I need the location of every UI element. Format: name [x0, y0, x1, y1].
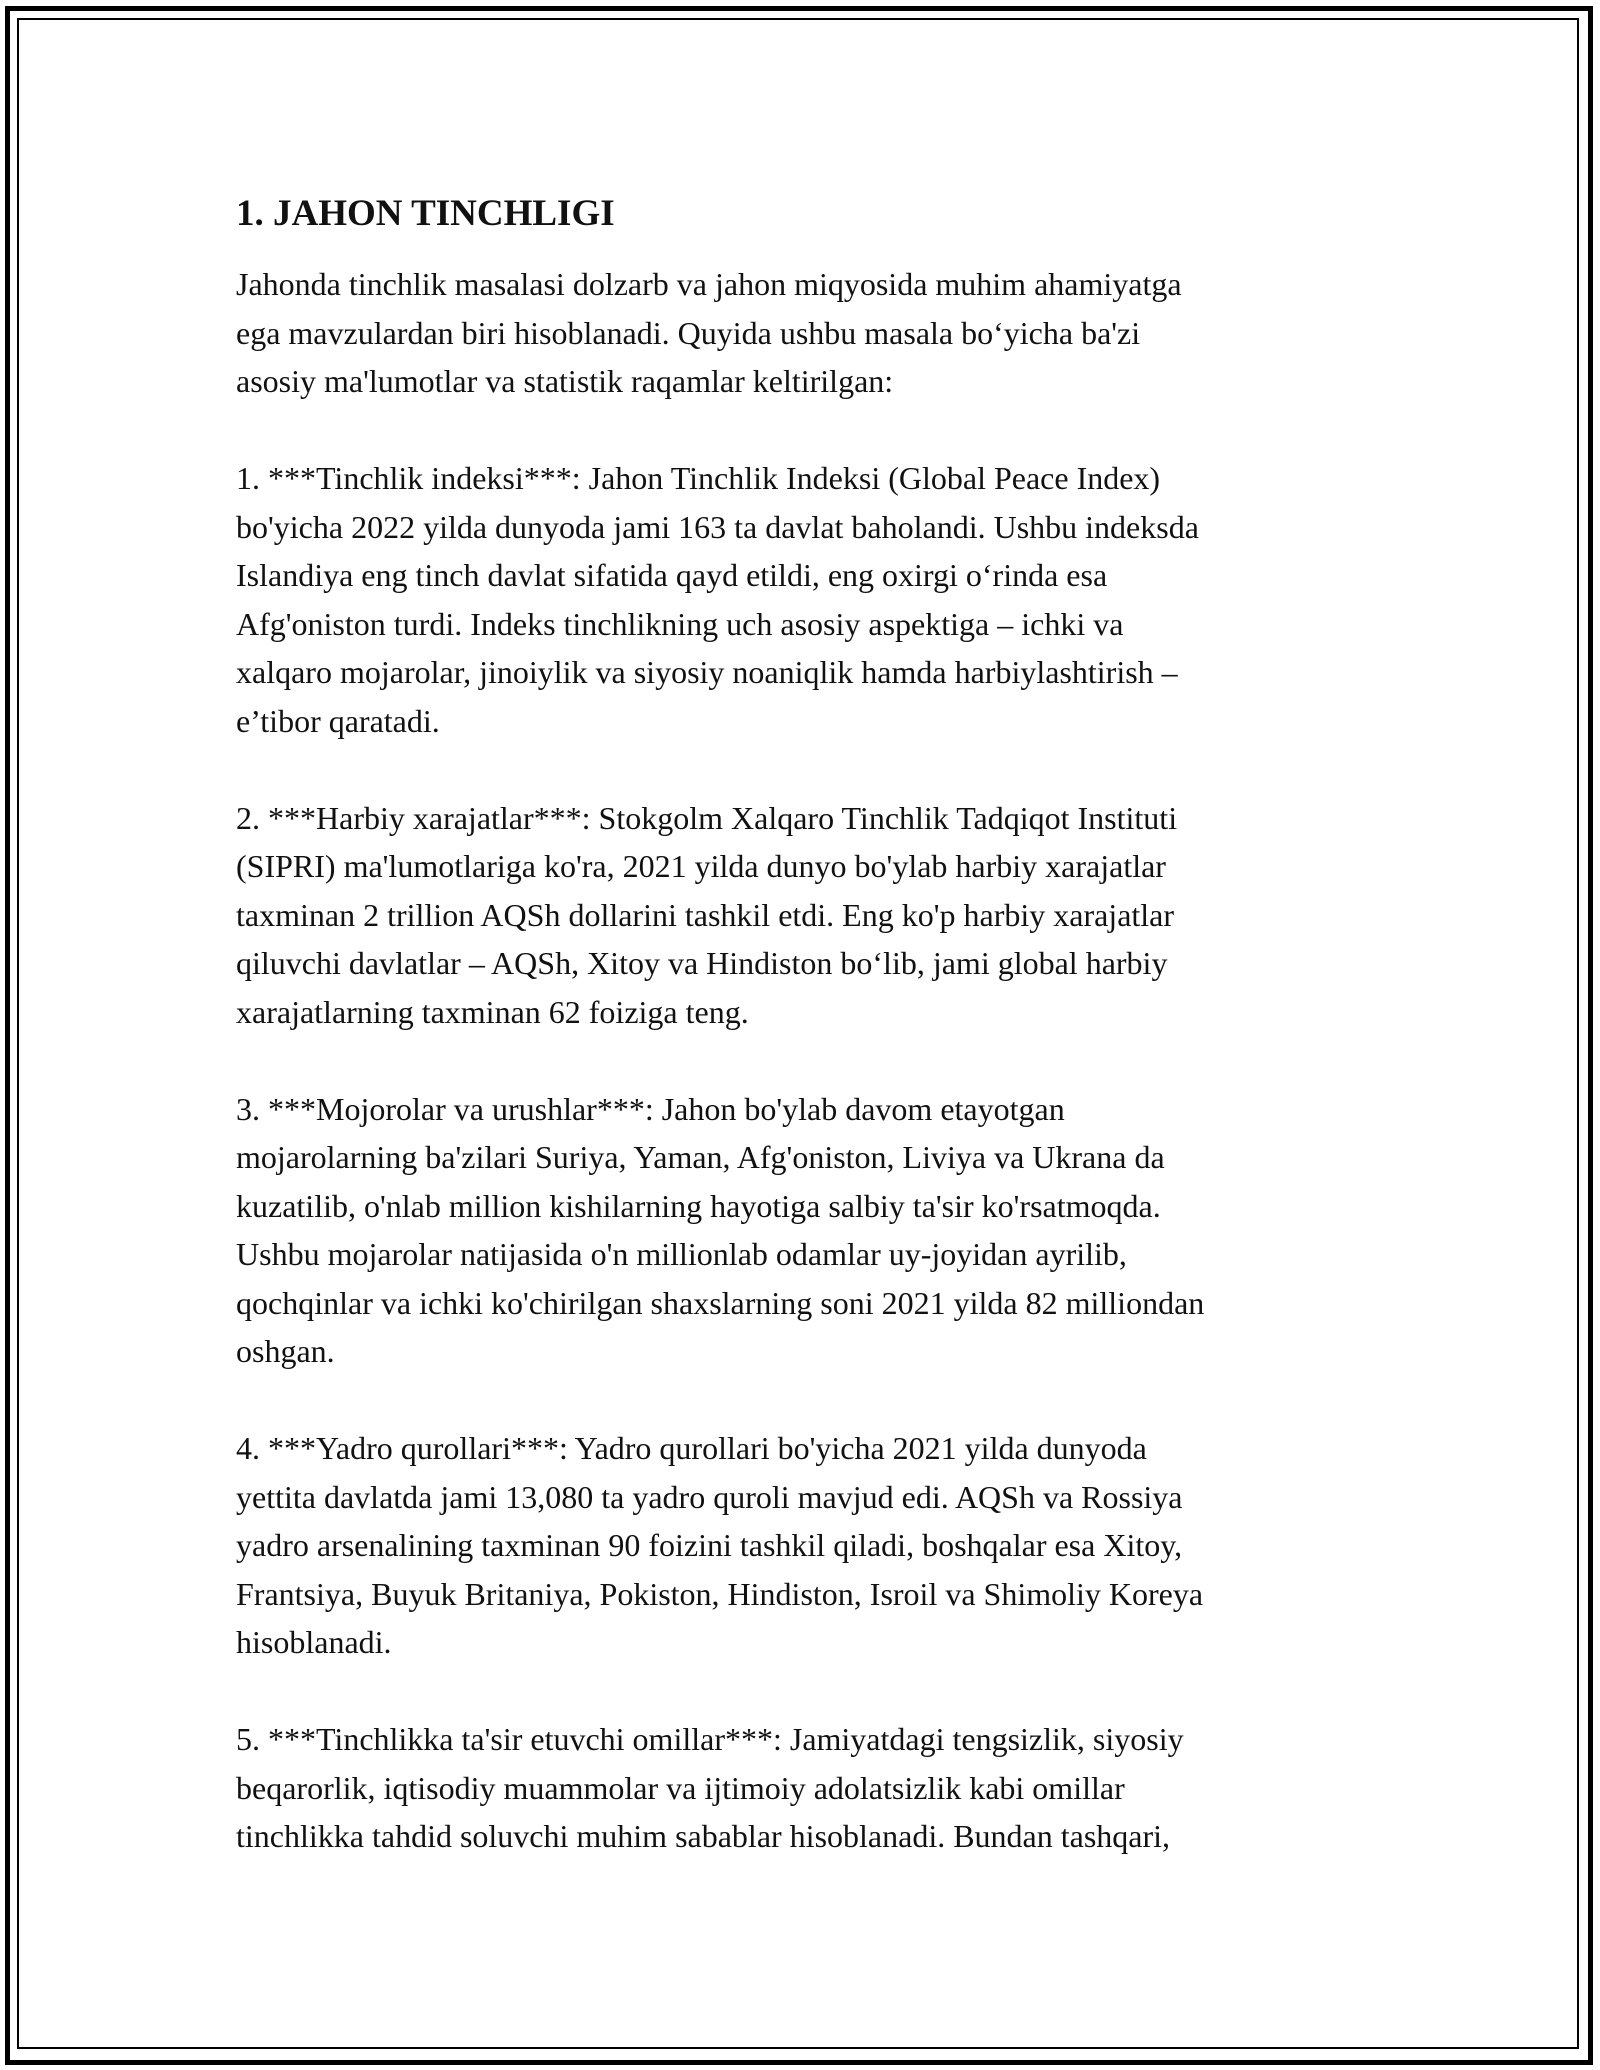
paragraph-line: hisoblanadi.	[236, 1624, 392, 1660]
paragraph-line: xarajatlarning taxminan 62 foiziga teng.	[236, 993, 749, 1030]
paragraph-line: Ushbu mojarolar natijasida o'n millionlab odamlar uy-joyidan ayrilib,	[236, 1236, 1127, 1272]
paragraph-line: oshgan.	[236, 1333, 335, 1369]
paragraph-line: 1. ***Tinchlik indeksi***: Jahon Tinchlik Indeksi (Global Peace Index)	[236, 460, 1161, 496]
paragraph-line: Frantsiya, Buyuk Britaniya, Pokiston, Hindiston, Isroil va Shimoliy Koreya	[236, 1575, 1204, 1612]
paragraph-line: qochqinlar va ichki ko'chirilgan shaxslarning soni 2021 yilda 82 milliondan	[236, 1284, 1205, 1321]
paragraph-line: 3. ***Mojorolar va urushlar***: Jahon bo'ylab davom etayotgan	[236, 1090, 1065, 1127]
paragraph-line: 2. ***Harbiy xarajatlar***: Stokgolm Xalqaro Tinchlik Tadqiqot Instituti	[236, 799, 1178, 836]
paragraph-line: 4. ***Yadro qurollari***: Yadro qurollari bo'yicha 2021 yilda dunyoda	[236, 1430, 1147, 1466]
paragraph-line: yadro arsenalining taxminan 90 foizini tashkil qiladi, boshqalar esa Xitoy,	[236, 1527, 1183, 1563]
paragraph-line: Islandiya eng tinch davlat sifatida qayd etildi, eng oxirgi o‘rinda esa	[236, 557, 1108, 593]
paragraph-line: kuzatilib, o'nlab million kishilarning hayotiga salbiy ta'sir ko'rsatmoqda.	[236, 1187, 1161, 1224]
nuclear-weapons-paragraph	[236, 1424, 1366, 1667]
paragraph-line: taxminan 2 trillion AQSh dollarini tashkil etdi. Eng ko'p harbiy xarajatlar	[236, 896, 1175, 933]
peace-factors-paragraph	[236, 1715, 1366, 1861]
paragraph-line: Afg'oniston turdi. Indeks tinchlikning uch asosiy aspektiga – ichki va	[236, 605, 1124, 642]
paragraph-line: xalqaro mojarolar, jinoiylik va siyosiy noaniqlik hamda harbiylashtirish –	[236, 654, 1178, 690]
paragraph-line: beqarorlik, iqtisodiy muammolar va ijtimoiy adolatsizlik kabi omillar	[236, 1769, 1125, 1806]
intro-paragraph	[236, 260, 1366, 406]
paragraph-line: mojarolarning ba'zilari Suriya, Yaman, Afg'oniston, Liviya va Ukrana da	[236, 1139, 1165, 1175]
paragraph-line: 5. ***Tinchlikka ta'sir etuvchi omillar***: Jamiyatdagi tengsizlik, siyosiy	[236, 1721, 1184, 1757]
paragraph-line: qiluvchi davlatlar – AQSh, Xitoy va Hindiston bo‘lib, jami global harbiy	[236, 945, 1168, 981]
paragraph-line: ega mavzulardan biri hisoblanadi. Quyida ushbu masala bo‘yicha ba'zi	[236, 314, 1141, 351]
conflicts-paragraph	[236, 1085, 1366, 1376]
paragraph-line: tinchlikka tahdid soluvchi muhim sabablar hisoblanadi. Bundan tashqari,	[236, 1818, 1171, 1854]
document-body	[236, 188, 1366, 1909]
paragraph-line: asosiy ma'lumotlar va statistik raqamlar keltirilgan:	[236, 363, 894, 399]
paragraph-line: yettita davlatda jami 13,080 ta yadro quroli mavjud edi. AQSh va Rossiya	[236, 1478, 1183, 1515]
paragraph-line: Jahonda tinchlik masalasi dolzarb va jahon miqyosida muhim ahamiyatga	[236, 266, 1182, 302]
peace-index-paragraph	[236, 454, 1366, 745]
paragraph-line: bo'yicha 2022 yilda dunyoda jami 163 ta davlat baholandi. Ushbu indeksda	[236, 508, 1199, 545]
military-spending-paragraph	[236, 794, 1366, 1037]
paragraph-line: (SIPRI) ma'lumotlariga ko'ra, 2021 yilda dunyo bo'ylab harbiy xarajatlar	[236, 848, 1166, 884]
document-title: 1. JAHON TINCHLIGI	[236, 193, 615, 234]
paragraph-line: e’tibor qaratadi.	[236, 702, 440, 739]
